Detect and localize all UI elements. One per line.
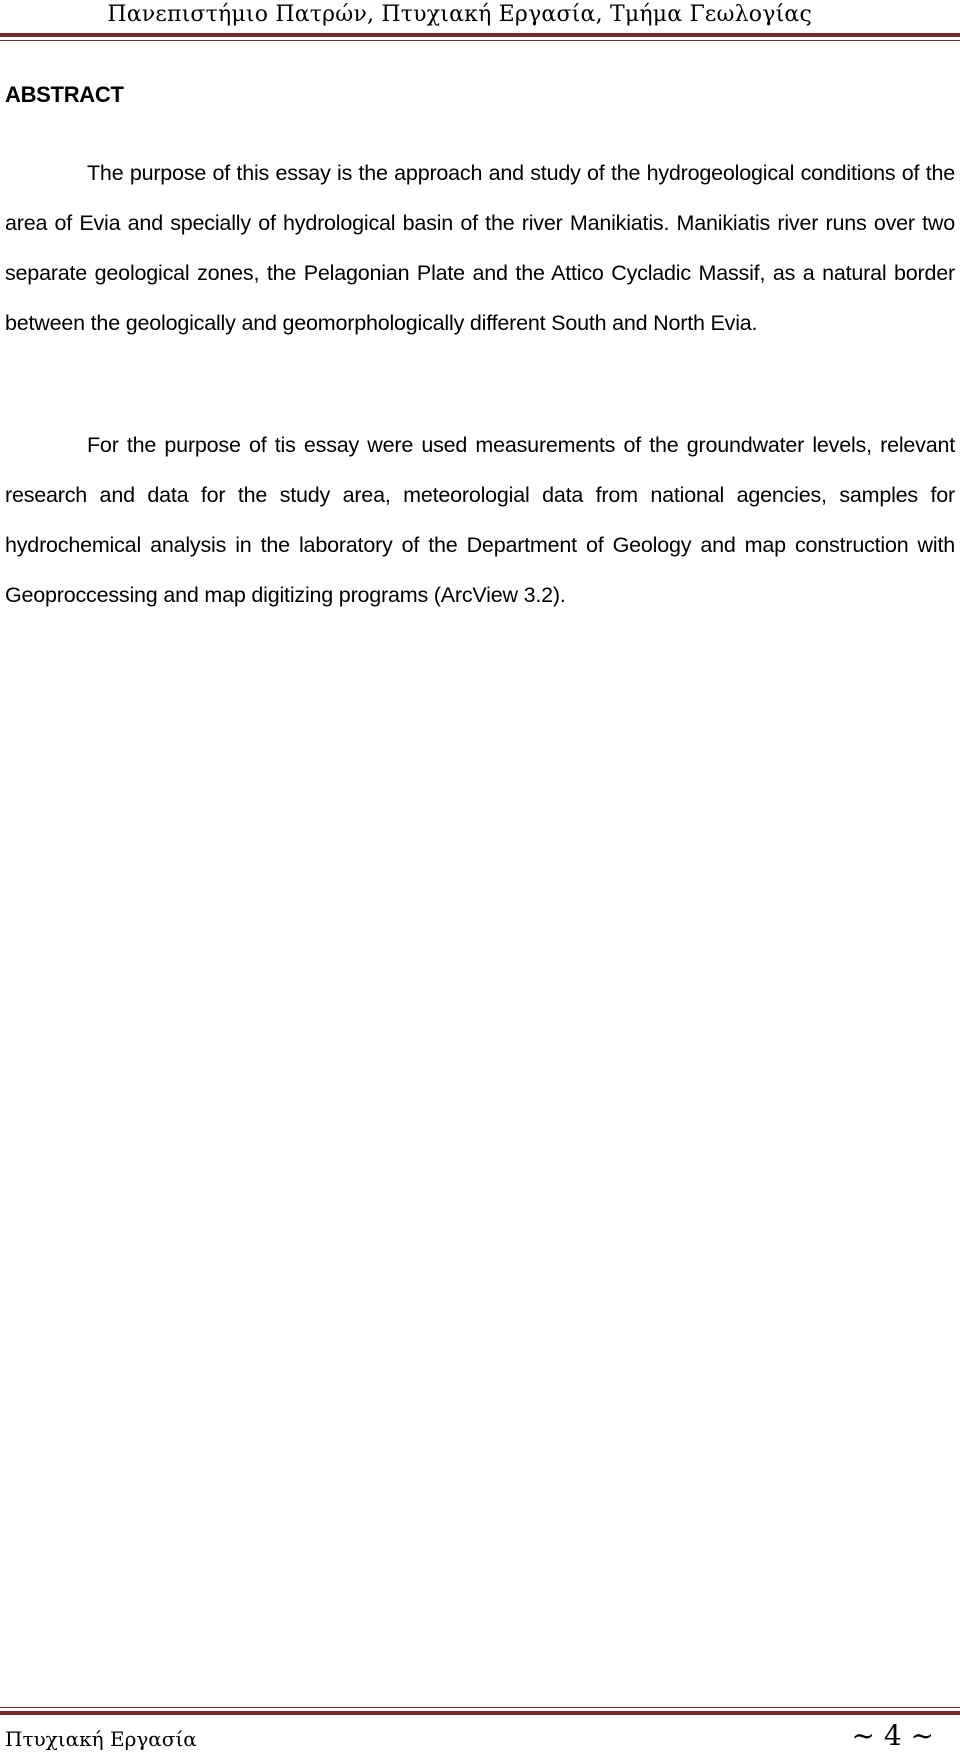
page-header	[0, 0, 960, 48]
page-footer	[0, 1705, 960, 1759]
abstract-paragraph-2: For the purpose of tis essay were used measurements of the groundwater levels, relevant research and data for the study area, meteorologial data from national agencies, samples for hydrochemical analysis in the laboratory of the Department of Geology and map construction with Geoproccessing and map digitizing programs (ArcView 3.2).	[5, 433, 955, 607]
abstract-paragraph-1: The purpose of this essay is the approach and study of the hydrogeological conditions of the area of Evia and specially of hydrological basin of the river Manikiatis. Manikiatis river runs over two separate geological zones, the Pelagonian Plate and the Attico Cycladic Massif, as a natural border between the geologically and geomorphologically different South and North Evia.	[5, 161, 955, 335]
header-rule-thick	[0, 33, 960, 37]
section-heading: ABSTRACT	[5, 82, 124, 107]
header-rule-thin	[0, 40, 960, 41]
page-number: ~ 4 ~	[851, 1719, 934, 1752]
header-title: Πανεπιστήμιο Πατρών, Πτυχιακή Εργασία, Τμήμα Γεωλογίας	[107, 2, 812, 27]
footer-rule-thick	[0, 1711, 960, 1715]
footer-rule-thin	[0, 1707, 960, 1708]
footer-label: Πτυχιακή Εργασία	[5, 1727, 197, 1751]
